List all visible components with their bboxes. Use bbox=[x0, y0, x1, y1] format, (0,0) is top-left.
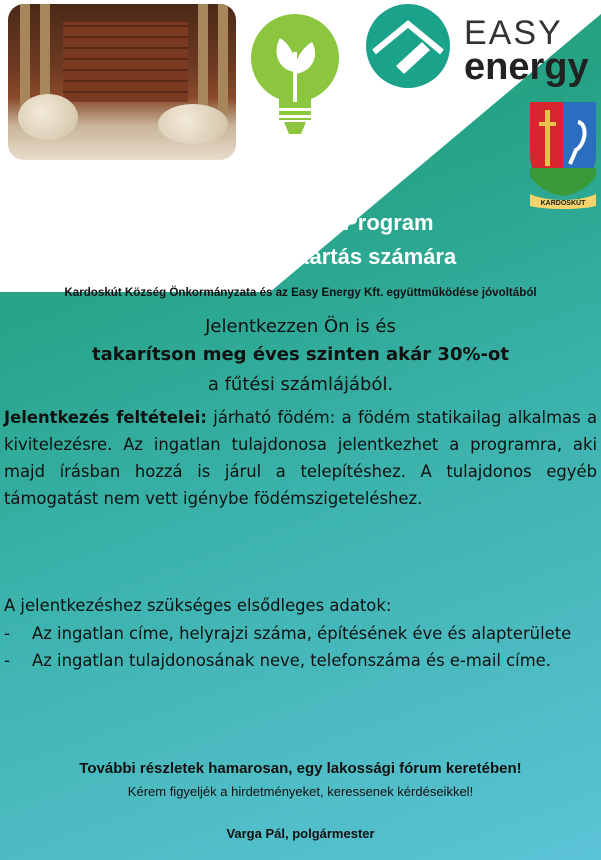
offer-line-3: a fűtési számlájából. bbox=[207, 374, 394, 395]
attic-insulation-photo bbox=[8, 4, 236, 160]
logo-word-energy: energy bbox=[464, 46, 589, 88]
offer-line-2: takarítson meg éves szinten akár 30%-ot bbox=[92, 344, 509, 365]
conditions-label: Jelentkezés feltételei: bbox=[4, 408, 207, 427]
insulation-roll bbox=[18, 94, 78, 140]
eco-lightbulb-icon bbox=[246, 12, 344, 137]
required-data-intro: A jelentkezéshez szükséges elsődleges adatok: bbox=[4, 596, 392, 615]
forum-announcement: További részletek hamarosan, egy lakossági fórum keretében! bbox=[79, 760, 522, 777]
list-item-text: Az ingatlan tulajdonosának neve, telefonszáma és e-mail címe. bbox=[32, 651, 551, 670]
title-line-3: minden kardoskúti háztartás számára bbox=[63, 244, 457, 269]
list-item-text: Az ingatlan címe, helyrajzi száma, építésének éve és alapterülete bbox=[32, 624, 572, 643]
kardoskut-coat-of-arms bbox=[526, 98, 600, 210]
conditions-text: járható födém: a födém statikailag alkalmas a kivitelezésre. Az ingatlan tulajdonosa jelentkezhet a programra, aki majd írásban hozzá is járul a telepítéshez. A tulajdonos egyéb támogatást nem vett igénybe födémszigeteléshez. bbox=[4, 408, 597, 508]
required-data-list bbox=[4, 620, 597, 674]
mayor-signature: Varga Pál, polgármester bbox=[226, 826, 375, 841]
brick-wall bbox=[63, 22, 188, 102]
cooperation-subtitle: Kardoskút Község Önkormányzata és az Easy Energy Kft. együttműködése jóvoltából bbox=[64, 286, 537, 299]
conditions-paragraph bbox=[4, 404, 597, 512]
list-item: - Az ingatlan tulajdonosának neve, telefonszáma és e-mail címe. bbox=[4, 651, 551, 670]
rafter bbox=[218, 4, 228, 114]
house-logo-icon bbox=[356, 2, 460, 90]
title-line-2: Padlásfödém Szigetelés Program bbox=[86, 210, 434, 235]
title-line-1: Ingyenes bbox=[212, 176, 308, 201]
logo-word-easy: EASY bbox=[464, 14, 563, 52]
offer-line-1: Jelentkezzen Ön is és bbox=[205, 316, 396, 337]
crest-label: KARDOSKÚT bbox=[540, 200, 586, 207]
notice-request: Kérem figyeljék a hirdetményeket, keressenek kérdéseikkel! bbox=[127, 784, 474, 799]
insulation-roll bbox=[158, 104, 228, 144]
rafter bbox=[20, 4, 30, 114]
list-item: - Az ingatlan címe, helyrajzi száma, építésének éve és alapterülete bbox=[4, 624, 572, 643]
rafter bbox=[198, 4, 208, 114]
